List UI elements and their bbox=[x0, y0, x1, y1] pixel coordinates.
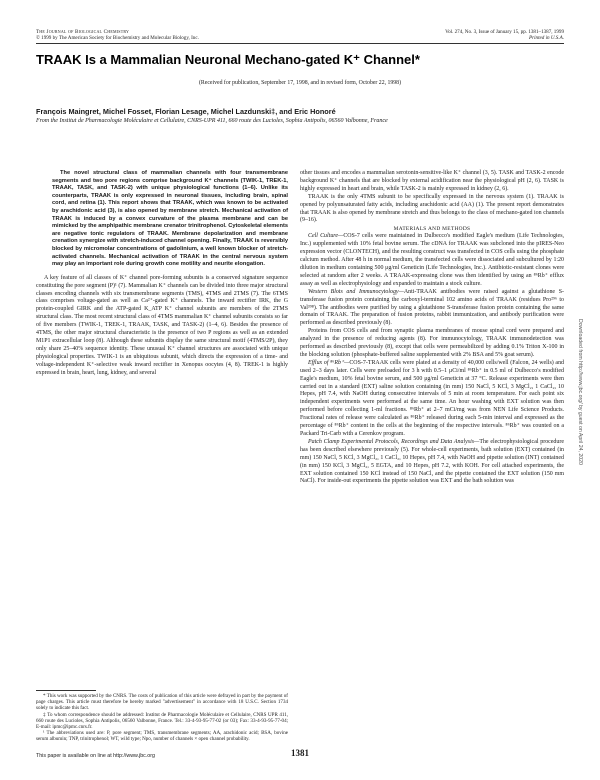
article-title: TRAAK Is a Mammalian Neuronal Mechano-gated K⁺ Channel* bbox=[36, 52, 420, 67]
methods-text: COS-7 cells were maintained in Dulbecco's modified Eagle's medium (Life Technologies, Inc.) supplemented with 10% fetal bovine serum. The cDNA for TRAAK was subcloned into the pIRES-Neo expression vector (CLONTECH), and the resulting construct was transfected in COS cells using the phosphate calcium method. After 48 h in normal medium, the transfected cells were dissociated and subcultured by 1:20 dilution in medium containing 500 μg/ml Geneticin (Life Technologies, Inc.). Antibiotic-resistant clones were selected at random after 2 weeks. A TRAAK-expressing clone was then identified by using an ⁸⁶Rb⁺ efflux assay as well as electrophysiology and expanded to maintain a stock culture. bbox=[300, 233, 564, 287]
footnote: ¹ The abbreviations used are: P, pore segment; TMS, transmembrane segments; AA, arachidonic acid; BSA, bovine serum albumin; TNP, trinitrophenol; WT, wild type; Npo, number of channels × open channel probability. bbox=[36, 730, 288, 743]
header-rule bbox=[36, 43, 564, 44]
printed-line: Printed in U.S.A. bbox=[529, 35, 564, 42]
methods-subheading: Patch Clamp Experimental Protocols, Recordings and Data Analysis— bbox=[308, 438, 480, 445]
intro-paragraph-3: TRAAK is the only 4TMS subunit to be specifically expressed in the nervous system (1). TRAAK is opened by polyunsaturated fatty acids, including arachidonic acid (AA) (1). The present report demonstrates that TRAAK is also opened by membrane stretch and thus belongs to the class of mechano-gated ion channels (9–16). bbox=[300, 193, 564, 224]
methods-paragraph bbox=[300, 439, 564, 486]
right-column bbox=[300, 170, 564, 486]
methods-text: The electrophysiological procedure has been described elsewhere previously (5). For whole-cell experiments, bath solution (EXT) contained (in mm) 150 NaCl, 5 KCl, 3 MgCl₂, 1 CaCl₂, 10 Hepes, pH 7.4, with NaOH and pipette solution (INT) contained (in mm) 150 KCl, 3 MgCl₂, 5 EGTA, and 10 Hepes, pH 7.2, with KOH. For cell attached experiments, the EXT solution contained 150 KCl instead of 150 NaCl, and the pipette contained the EXT solution (150 mm NaCl). For inside-out experiments the pipette solution was EXT and the bath solution was bbox=[300, 438, 564, 485]
methods-subheading: Efflux of ⁸⁶Rb⁺— bbox=[308, 359, 350, 366]
volume-line: Vol. 274, No. 3, Issue of January 15, pp. 1381–1387, 1999 bbox=[445, 29, 564, 35]
intro-paragraph-1: A key feature of all classes of K⁺ channel pore-forming subunits is a conserved signature sequence constituting the pore segment (P)¹ (7). Mammalian K⁺ channels can be divided into three major structural classes encoding channels with six transmembrane segments (TMS), 4TMS and 2TMS (7). The 6TMS class comprises voltage-gated as well as Ca²⁺-gated K⁺ channels. The inward rectifier IRK, the G protein-coupled GIRK and the ATP-gated K_ATP K⁺ channel subunits are members of the 2TMS structural class. The most recent structural class of 4TMS mammalian K⁺ channel subunits consists so far of five members (TWIK-1, TREK-1, TRAAK, TASK, and TASK-2) (1–4, 6). Besides the presence of 4TMS, the other major structural characteristic is the presence of two P regions as well as an extended M1P1 extracellular loop (8). Although these subunits display the same structural motif (4TMS/2P), they only share 25–40% sequence identity. These unusual K⁺ channel structures are associated with unique physiological properties. TWIK-1 is an ubiquitous subunit, which directs the expression of a time- and voltage-independent K⁺-selective weak inward rectifier in Xenopus oocytes (4, 8). TREK-1 is highly expressed in brain, heart, lung, kidney, and several bbox=[36, 274, 288, 376]
footnote: ‡ To whom correspondence should be addressed: Institut de Pharmacologie Moléculaire et Cellulaire, CNRS UPR 411, 660 route des Lucioles, Sophia Antipolis, 06560 Valbonne, France. Tel.: 33-4-93-95-77-02 (or 03); Fax: 33-4-93-95-77-04; E-mail: ipmc@ipmc.cnrs.fr. bbox=[36, 711, 288, 731]
methods-subheading: Western Blots and Immunocytology— bbox=[308, 288, 404, 295]
methods-text: Anti-TRAAK antibodies were raised against a glutathione S-transferase fusion protein containing the carboxyl-terminal 102 amino acids of TRAAK (residues Pro²⁹⁶ to Val³⁹⁸). The antibodies were purified by using a glutathione S-transferase fusion protein containing the same domain of TRAAK. The preparation of fusion proteins, rabbit immunization, and antibody purification were performed as described previously (8). bbox=[300, 288, 564, 327]
methods-paragraph bbox=[300, 289, 564, 329]
intro-paragraph-2: other tissues and encodes a mammalian serotonin-sensitive-like K⁺ channel (3, 5). TASK and TASK-2 encode background K⁺ channels that are blocked by external acidification near the physiological pH (2, 6). TASK is highly expressed in heart and brain, while TASK-2 is mainly expressed in kidney (2, 6). bbox=[300, 170, 564, 192]
author-list: François Maingret, Michel Fosset, Florian Lesage, Michel Lazdunski‡, and Eric Honoré bbox=[36, 107, 336, 116]
footnotes bbox=[36, 690, 288, 743]
left-column bbox=[36, 170, 288, 378]
copyright-line: © 1999 by The American Society for Biochemistry and Molecular Biology, Inc. bbox=[36, 35, 199, 42]
methods-paragraph bbox=[300, 233, 564, 288]
affiliation: From the Institut de Pharmacologie Moléculaire et Cellulaire, CNRS-UPR 411, 660 route des Lucioles, Sophia Antipolis, 06560 Valbonne, France bbox=[36, 118, 388, 124]
methods-heading: MATERIALS AND METHODS bbox=[393, 226, 471, 233]
journal-name: The Journal of Biological Chemistry bbox=[36, 29, 130, 35]
methods-text: COS-7-TRAAK cells were plated at a density of 40,000 cells/well (Falcon, 24 wells) and used 2–3 days later. Cells were preloaded for 3 h with 0.5–1 μCi/ml ⁸⁶Rb⁺ in 0.5 ml of Dulbecco's modified Eagle's medium, 10% fetal bovine serum, and 500 μg/ml Geneticin at 37 °C. Release experiments were then carried out in a standard (EXT) saline solution containing (in mm) 150 NaCl, 5 KCl, 3 MgCl₂, 1 CaCl₂, 10 Hepes, pH 7.4, with NaOH during consecutive intervals of 5 min at room temperature. For each point six independent experiments were performed at the same time. An hour washing with EXT solution was then performed before collecting 1-ml fractions. ⁸⁶Rb⁺ at 2–7 mCi/mg was from NEN Life Science Products. Fractional rates of release were calculated as ⁸⁶Rb⁺ released during each 5-min interval and expressed as the percentage of ⁸⁶Rb⁺ content in the cells at the beginning of the respective intervals. ⁸⁶Rb⁺ was counted on a Packard Tri-Carb with a Cerenkov program. bbox=[300, 359, 565, 437]
online-availability-note: This paper is available on line at http://www.jbc.org bbox=[36, 753, 155, 759]
methods-text: Proteins from COS cells and from synaptic plasma membranes of mouse spinal cord were prepared and analyzed in the presence of reducing agents (8). For immunocytology, TRAAK immunodetection was performed as described previously (8), except that cells were permeabilized by adding 0.1% Triton X-100 in the blocking solution (phosphate-buffered saline supplemented with 2% BSA and 5% goat serum). bbox=[300, 328, 564, 358]
journal-header-left bbox=[36, 29, 199, 42]
methods-paragraph bbox=[300, 360, 564, 439]
page-number: 1381 bbox=[291, 748, 309, 758]
journal-header-right bbox=[445, 29, 564, 42]
methods-paragraph bbox=[300, 328, 564, 360]
download-watermark-text: Downloaded from http://www.jbc.org/ by guest on April 24, 2020 bbox=[577, 319, 583, 465]
footnote: * This work was supported by the CNRS. The costs of publication of this article were defrayed in part by the payment of page charges. This article must therefore be hereby marked "advertisement" in accordance with 18 U.S.C. Section 1734 solely to indicate this fact. bbox=[36, 693, 288, 712]
abstract: The novel structural class of mammalian channels with four transmembrane segments and two pore regions comprise background K⁺ channels (TWIK-1, TREK-1, TRAAK, TASK, and TASK-2) with unique physiological functions (1–6). Unlike its counterparts, TRAAK is only expressed in neuronal tissues, including brain, spinal cord, and retina (1). This report shows that TRAAK, which was known to be activated by arachidonic acid (3), is also opened by membrane stretch. Mechanical activation of TRAAK is induced by a convex curvature of the plasma membrane and can be mimicked by the amphipathic membrane crenator trinitrophenol. Cytoskeletal elements are negative tonic regulators of TRAAK. Membrane depolarization and membrane crenation synergize with stretch-induced channel opening. Finally, TRAAK is reversibly blocked by micromolar concentrations of gadolinium, a well known blocker of stretch-activated channels. Mechanical activation of TRAAK in the central nervous system may play an important role during growth cone motility and neurite elongation. bbox=[52, 170, 288, 268]
methods-subheading: Cell Culture— bbox=[308, 233, 344, 240]
footnote-rule bbox=[36, 690, 96, 691]
received-dates: (Received for publication, September 17, 1998, and in revised form, October 22, 1998) bbox=[198, 80, 402, 86]
